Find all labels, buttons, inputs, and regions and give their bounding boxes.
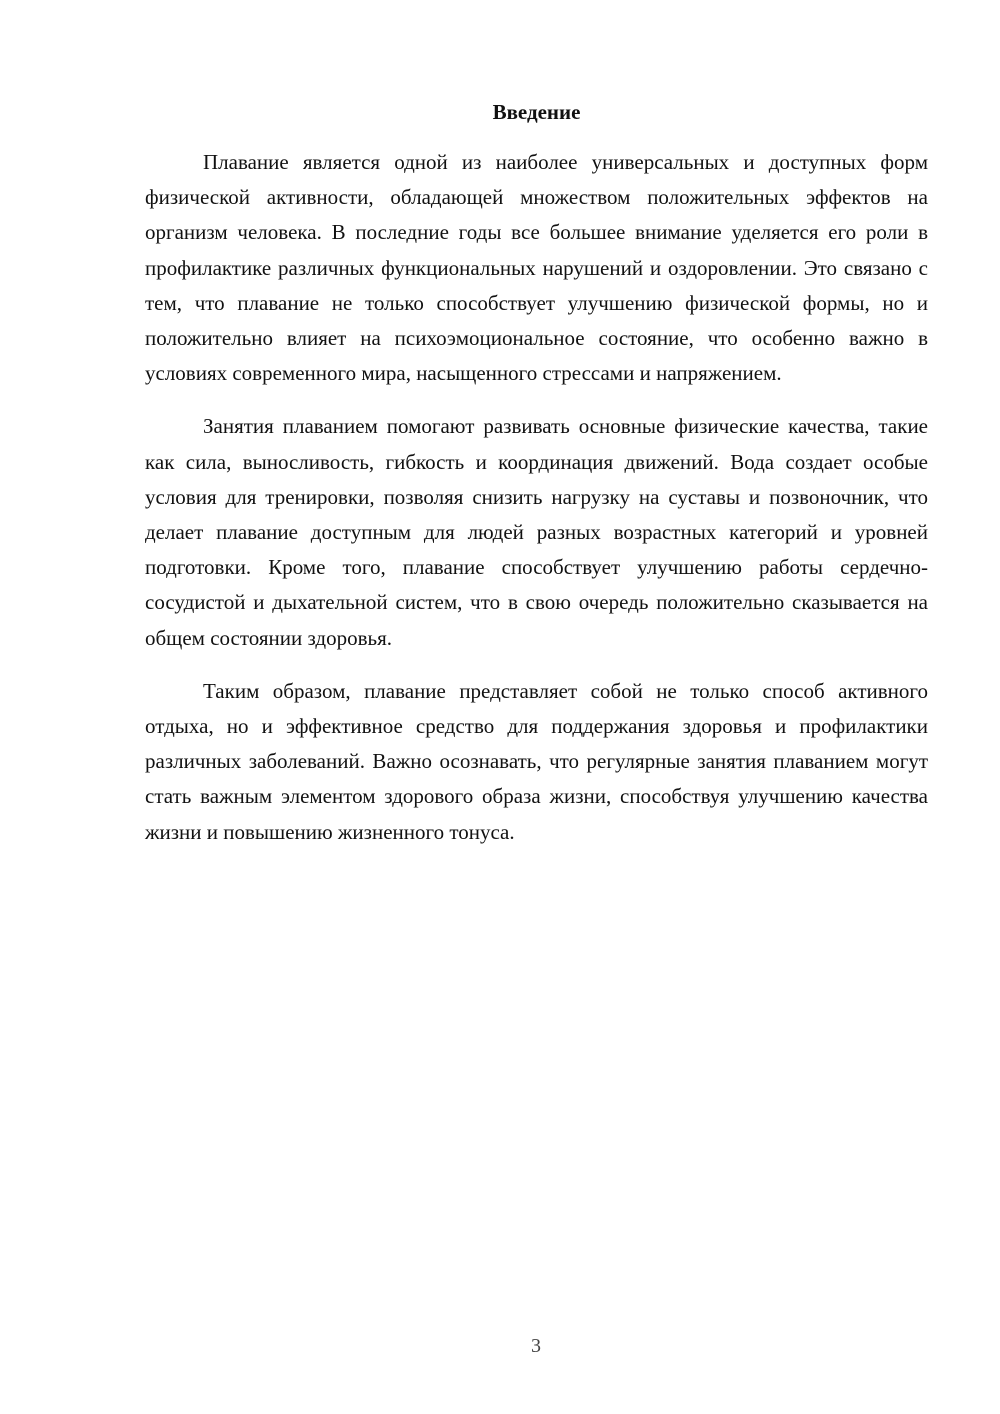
paragraph-1: Плавание является одной из наиболее универсальных и доступных форм физической активности, обладающей множеством положительных эффектов на организм человека. В последние годы все большее внимание уделяется его роли в профилактике различных функциональных нарушений и оздоровлении. Это связано с тем, что плавание не только способствует улучшению физической формы, но и положительно влияет на психоэмоциональное состояние, что особенно важно в условиях современного мира, насыщенного стрессами и напряжением. xyxy=(145,150,928,386)
paragraph-3: Таким образом, плавание представляет собой не только способ активного отдыха, но и эффективное средство для поддержания здоровья и профилактики различных заболеваний. Важно осознавать, что регулярные занятия плаванием могут стать важным элементом здорового образа жизни, способствуя улучшению качества жизни и повышению жизненного тонуса. xyxy=(145,678,928,844)
paragraph-2: Занятия плаванием помогают развивать основные физические качества, такие как сила, выносливость, гибкость и координация движений. Вода создает особые условия для тренировки, позволяя снизить нагрузку на суставы и позвоночник, что делает плавание доступным для людей разных возрастных категорий и уровней подготовки. Кроме того, плавание способствует улучшению работы сердечно-сосудистой и дыхательной систем, что в свою очередь положительно сказывается на общем состоянии здоровья. xyxy=(145,414,928,650)
section-title: Введение xyxy=(492,100,581,124)
page-number: 3 xyxy=(531,1335,541,1357)
page-content xyxy=(145,98,928,850)
